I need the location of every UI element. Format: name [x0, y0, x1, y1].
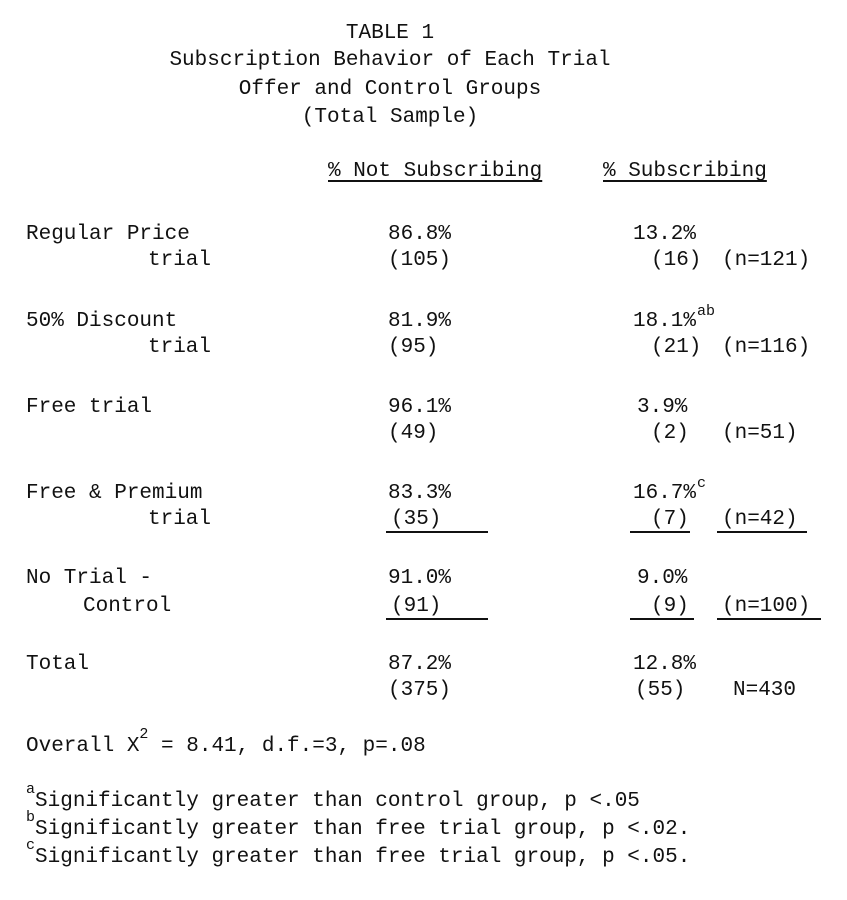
subscribing-count: (2): [651, 422, 689, 445]
subscribing-count: (21): [651, 336, 702, 359]
row-label-cont: trial: [148, 336, 212, 359]
underline-rule: [630, 618, 694, 620]
total-not-subscribing-pct: 87.2%: [388, 653, 452, 676]
subscribing-count: (9): [651, 595, 689, 618]
not-subscribing-pct: 86.8%: [388, 223, 452, 246]
significance-marker: c: [697, 475, 707, 492]
subscribing-pct: 13.2%: [633, 223, 697, 246]
sample-size: (n=121): [722, 249, 811, 272]
column-header-subscribing: % Subscribing: [603, 160, 767, 183]
subscribing-pct: 3.9%: [637, 396, 688, 419]
not-subscribing-count: (35): [391, 508, 442, 531]
footnote-text: Significantly greater than free trial group, p <.05.: [35, 846, 691, 869]
subscribing-pct: 9.0%: [637, 567, 688, 590]
subscribing-pct: 16.7%: [633, 482, 697, 505]
chi-square-rest: = 8.41, d.f.=3, p=.08: [148, 735, 426, 758]
underline-rule: [717, 618, 821, 620]
not-subscribing-count: (105): [388, 249, 452, 272]
sample-size: (n=42): [722, 508, 798, 531]
underline-rule: [386, 618, 488, 620]
table-number: TABLE 1: [345, 22, 435, 45]
total-not-subscribing-count: (375): [388, 679, 452, 702]
total-subscribing-count: (55): [635, 679, 686, 702]
chi-square-power: 2: [139, 726, 149, 743]
subscribing-count: (7): [651, 508, 689, 531]
not-subscribing-count: (91): [391, 595, 442, 618]
underline-rule: [630, 531, 690, 533]
total-subscribing-pct: 12.8%: [633, 653, 697, 676]
total-label: Total: [26, 653, 90, 676]
sample-size: (n=116): [722, 336, 811, 359]
footnote-b: [26, 809, 691, 841]
subscribing-count: (16): [651, 249, 702, 272]
not-subscribing-pct: 91.0%: [388, 567, 452, 590]
not-subscribing-count: (49): [388, 422, 439, 445]
subscribing-pct: 18.1%: [633, 310, 697, 333]
row-label: Free & Premium: [26, 482, 203, 505]
footnote-a: [26, 781, 640, 813]
footnote-text: Significantly greater than free trial group, p <.02.: [35, 818, 691, 841]
significance-marker: ab: [697, 303, 716, 320]
column-header-not-subscribing: % Not Subscribing: [328, 160, 543, 183]
chi-square-prefix: Overall X: [26, 735, 140, 758]
subscribing-pct-cell: [633, 303, 716, 335]
underline-rule: [717, 531, 807, 533]
row-label: Regular Price: [26, 223, 190, 246]
total-sample-size: N=430: [733, 679, 797, 702]
table-title-line-3: (Total Sample): [301, 106, 479, 129]
row-label: 50% Discount: [26, 310, 178, 333]
row-label-cont: Control: [83, 595, 172, 618]
footnote-c: [26, 837, 691, 869]
table-title-line-1: Subscription Behavior of Each Trial: [169, 49, 611, 72]
not-subscribing-count: (95): [388, 336, 439, 359]
row-label: No Trial -: [26, 567, 153, 590]
table-title-line-2: Offer and Control Groups: [238, 78, 542, 101]
row-label-cont: trial: [148, 249, 212, 272]
sample-size: (n=100): [722, 595, 811, 618]
row-label: Free trial: [26, 396, 153, 419]
not-subscribing-pct: 83.3%: [388, 482, 452, 505]
footnote-marker: c: [26, 837, 36, 854]
not-subscribing-pct: 81.9%: [388, 310, 452, 333]
subscribing-pct-cell: [633, 475, 707, 507]
row-label-cont: trial: [148, 508, 212, 531]
sample-size: (n=51): [722, 422, 798, 445]
not-subscribing-pct: 96.1%: [388, 396, 452, 419]
footnote-text: Significantly greater than control group, p <.05: [35, 790, 640, 813]
underline-rule: [386, 531, 488, 533]
chi-square-statistic: [26, 726, 426, 758]
footnote-marker: a: [26, 781, 36, 798]
footnote-marker: b: [26, 809, 36, 826]
